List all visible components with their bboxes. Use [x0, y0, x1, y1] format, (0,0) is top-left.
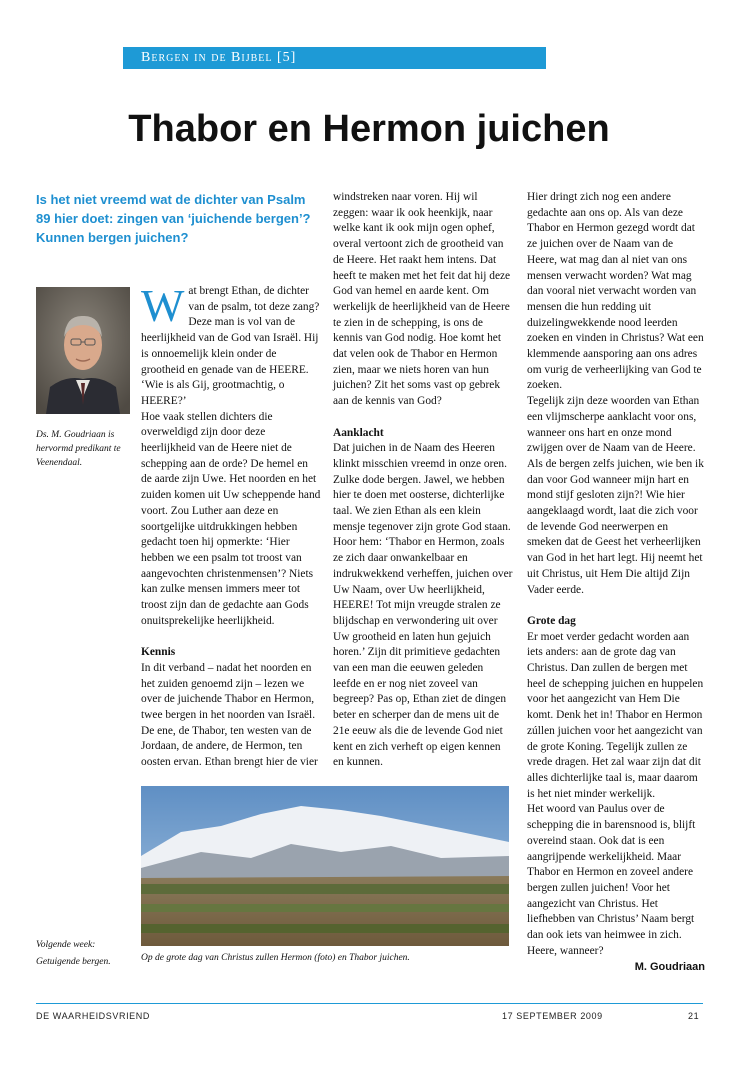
photo-caption: Op de grote dag van Christus zullen Hermon (foto) en Thabor juichen.: [141, 953, 410, 963]
series-label: Bergen in de Bijbel [5]: [123, 47, 546, 69]
paragraph: Tegelijk zijn deze woorden van Ethan een vlijmscherpe aanklacht voor ons, wanneer ons hart en onze mond zwijgen over de Naam van de Heere. Als de bergen zelfs juichen, wie ben ik dan voor God wanneer mijn hart en mond stijf gesloten zijn?! Wie hier aangeklaagd wordt, laat die zich voor de levende God neerwerpen en smeken dat de Geest het verheerlijken van God in het hart legt. Hij neemt het uit Christus, uit Hem Die altijd Zijn Vader eerde.: [527, 395, 704, 596]
article-column-2: [333, 190, 513, 771]
author-caption: Ds. M. Goudriaan is hervormd predikant te Veenendaal.: [36, 430, 121, 468]
page-number: 21: [688, 1011, 700, 1021]
paragraph: Hoe vaak stellen dichters die overweldigd zijn door deze heerlijkheid van de Heere niet de schepping aan de orde? De hemel en de aarde zijn Uwe. Het noorden en het zuiden komen uit Uw scheppende hand voort. Zou Luther aan deze en soortgelijke uitdrukkingen hebben gedacht toen hij opmerkte: ‘Hier hebben we een psalm tot troost van aangevochten christenmensen’? Niets kan zulke mensen immers meer tot troost zijn dan de gedachte aan Gods onuitsprekelijke heerlijkheid.: [141, 410, 321, 627]
subheading-aanklacht: Aanklacht: [333, 426, 384, 439]
paragraph: [141, 280, 321, 410]
paragraph: Het woord van Paulus over de schepping die in barensnood is, blijft overeind staan. Ook dat is een aangrijpende werkelijkheid. Maar Thabor en Hermon en zoveel andere bergen zullen juichen! Voor het aangezicht van Christus. Het liefhebben van Christus’ Naam bergt dan ook iets van heimwee in zich. Heere, wanneer?: [527, 803, 696, 957]
hermon-photo: [141, 786, 509, 946]
author-signature: M. Goudriaan: [634, 961, 705, 974]
paragraph-text: at brengt Ethan, de dichter van de psalm, tot deze zang? Deze man is vol van de heerlijkheid van de God van Israël. Hij is onnoemelijk klein onder de grootheid en genade van de HEERE. ‘Wie is als Gij, grootmachtig, o HEERE?’: [141, 285, 320, 407]
paragraph: Er moet verder gedacht worden aan iets anders: aan de grote dag van Christus. Dan zullen de bergen met heel de schepping juichen en huppelen voor het aangezicht van Hem Die komt. Denk het in! Thabor en Hermon zúllen juichen voor het aangezicht van de grote Koning. Tegelijk zullen ze vrede dragen. Het zal waar zijn dat dit alles dichterlijke taal is, maar daarom is het niet minder werkelijk.: [527, 630, 704, 800]
footer-publication: DE WAARHEIDSVRIEND: [36, 1011, 150, 1021]
article-column-1: [141, 280, 321, 771]
subheading-grote-dag: Grote dag: [527, 614, 576, 627]
next-week-title: Getuigende bergen.: [36, 957, 111, 967]
paragraph-continued: windstreken naar voren. Hij wil zeggen: waar ik ook heenkijk, naar welke kant ik ook mijn ogen ophef, overal vertoont zich de grootheid van de Heere. Het raakt hem intens. Dat heeft te maken met het feit dat hij deze God van hemel en aarde kent. Om werkelijk de heerlijkheid van de Heere te zien in de schepping, is ons de kennis van God nodig. Hoe komt het dat velen ook de Thabor en Hermon zien, maar we niets horen van hun juichen? Zit het soms vast op gebrek aan de kennis van God?: [333, 191, 511, 408]
footer-divider: [36, 1003, 703, 1004]
next-week-label: Volgende week:: [36, 940, 96, 950]
drop-cap: W: [141, 280, 185, 331]
paragraph: In dit verband – nadat het noorden en het zuiden genoemd zijn – lezen we over de juichende Thabor en Hermon, twee bergen in het noorden van Israël. De ene, de Thabor, ten westen van de Jordaan, de andere, de Hermon, ten oosten ervan. Ethan brengt hier de vier: [141, 661, 318, 769]
page-title: Thabor en Hermon juichen: [128, 108, 610, 150]
intro-lead: Is het niet vreemd wat de dichter van Psalm 89 hier doet: zingen van ‘juichende bergen’? Kunnen bergen juichen?: [36, 192, 311, 245]
author-portrait: [36, 287, 130, 414]
paragraph: Dat juichen in de Naam des Heeren klinkt misschien vreemd in onze oren. Zulke dode bergen. Jawel, we hebben hier te doen met oosterse, dichterlijke taal. We zien Ethan als een klein mensje tegenover zijn grote God staan. Hoor hem: ‘Thabor en Hermon, zoals ze zich daar onwankelbaar en indrukwekkend verheffen, juichen over Uw Naam, over Uw heerlijkheid, HEERE! Tot mijn vreugde stralen ze blijdschap en verwondering uit over Uw grootheid en laten hun gejuich horen.’ Zijn dit primitieve gedachten van een man die eeuwen geleden leefde en er nog niet zoveel van begreep? Pas op, Ethan ziet de dingen beter en scherper dan de mens uit de 21e eeuw als die de levende God niet kent en zich verheft op eigen kennen en kunnen.: [333, 442, 513, 769]
article-column-3: [527, 190, 705, 976]
paragraph: Hier dringt zich nog een andere gedachte aan ons op. Als van deze Thabor en Hermon gezegd wordt dat ze juichen over de Naam van de Heere, wat mag dan al niet van ons mensen verwacht worden? Wat mag dan vooral niet verwacht worden van mensen die hun redding uit duizelingwekkende nood leerden zoeken en vinden in Christus? Wat een klemmende aansporing aan ons adres om vurig de verheerlijking van God te zoeken.: [527, 191, 704, 392]
subheading-kennis: Kennis: [141, 646, 176, 659]
footer-date: 17 SEPTEMBER 2009: [502, 1011, 603, 1021]
next-week-note: [36, 937, 128, 971]
